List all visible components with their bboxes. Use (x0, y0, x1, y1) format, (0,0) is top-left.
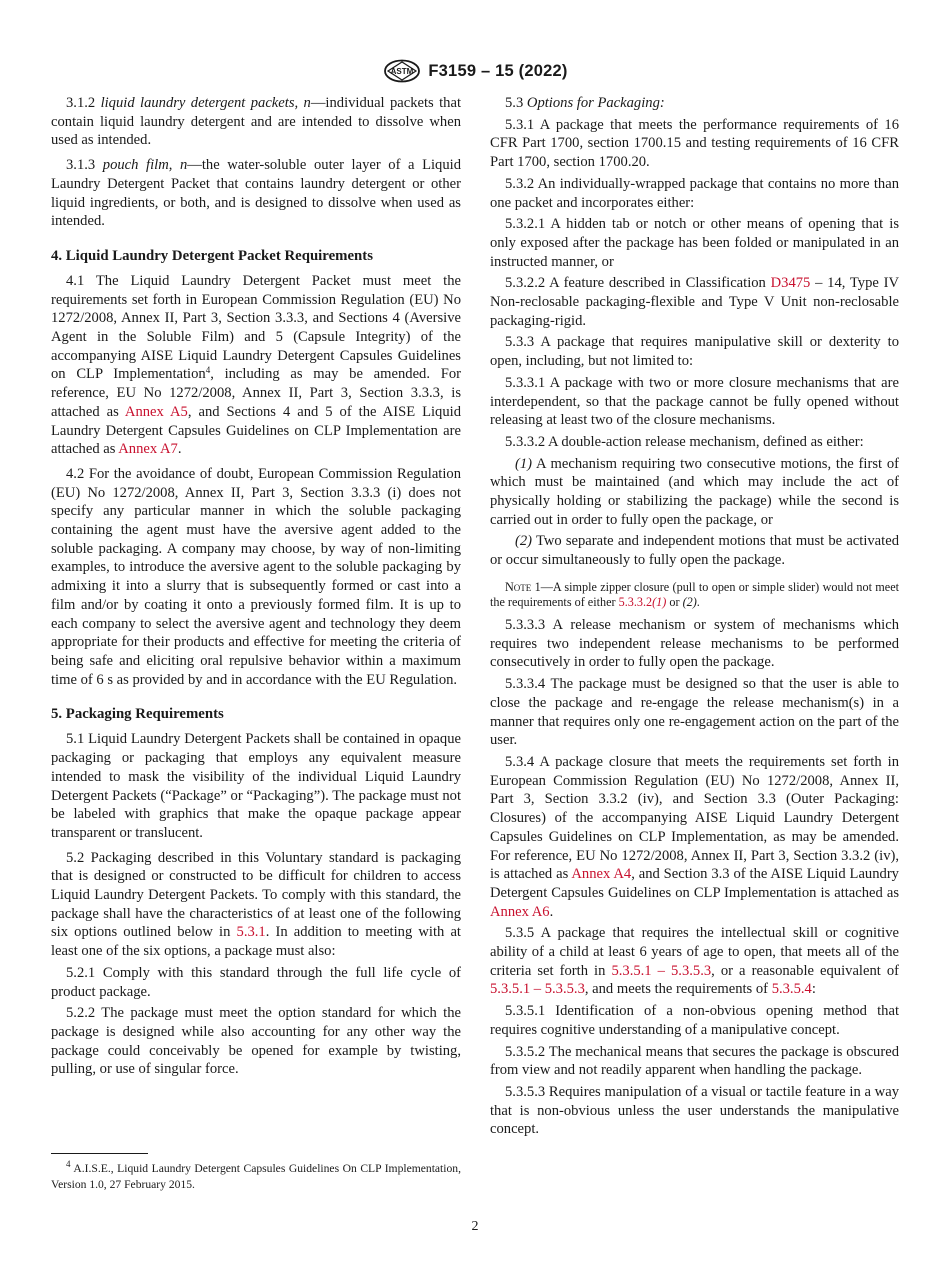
paragraph-3-1-3: 3.1.3 pouch film, n—the water-soluble outer layer of a Liquid Laundry Detergent Packet that contains laundry detergent or other liquid ingredients, or both, and is designed to dissolve when used as intended. (51, 157, 461, 230)
right-column (490, 94, 899, 1142)
left-column (51, 94, 461, 1082)
paragraph-4-2: 4.2 For the avoidance of doubt, European Commission Regulation (EU) No 1272/2008, Annex II, Part 3, Section 3.3.3 (i) does not specify any particular manner in which the soluble packaging containing the agent must have the aversive agent added to the soluble packaging. A company may choose, by way of non-limiting examples, to introduce the aversive agent to the soluble packaging by admixing it into a slurry that is subsequently formed or cast into a film and/or by coating it onto a previously formed film. It is up to each company to select the aversive agent and technology they deem appropriate for their products and effective for meeting the criteria of being safe and eliciting oral repulsive behavior within a maximum time of 6 s as provided by and in accordance with the EU Regulation. (51, 465, 461, 688)
paragraph-4-1: 4.1 The Liquid Laundry Detergent Packet must meet the requirements set forth in European Commission Regulation (EU) No 1272/2008, Annex II, Part 3, Section 3.3.3, and Sections 4 (Aversive Agent in the Soluble Film) and 5 (Capsule Integrity) of the accompanying AISE Liquid Laundry Detergent Capsules Guidelines on CLP Implementation$^4$, including as may be amended. For reference, EU No 1272/2008, Annex II, Part 3, Section 3.3.3, is attached as Annex A5, and Sections 4 and 5 of the AISE Liquid Laundry Detergent Capsules Guidelines on CLP Implementation are attached as Annex A7. (51, 272, 461, 458)
logo-text: ASTM (391, 67, 414, 76)
paragraph-5-3-2-2: 5.3.2.2 A feature described in Classification D3475 – 14, Type IV Non-reclosable packaging-flexible and Type V Unit non-reclosable packaging-rigid. (490, 275, 899, 329)
annex-a7-link[interactable]: Annex A7 (118, 441, 178, 458)
list-item-1: (1) A mechanism requiring two consecutive motions, the first of which must be maintained (and which may include the act of physically holding or stabilizing the package) while the second is carried out in order to fully open the package, or (490, 455, 899, 528)
section-5-3-1-link[interactable]: 5.3.1 (236, 924, 266, 941)
paragraph-5-3-2: 5.3.2 An individually-wrapped package that contains no more than one packet and incorporates either: (490, 175, 899, 211)
paragraph-5-3-4: 5.3.4 A package closure that meets the requirements set forth in European Commission Regulation (EU) No 1272/2008, Annex II, Part 3, Section 3.3.2 (iv), and Section 3.3 (Outer Packaging: Closures) of the accompanying AISE Liquid Laundry Detergent Capsules Guidelines on CLP Implementation, as may be amended. For reference, EU No 1272/2008, Annex II, Part 3, Section 3.3.2 (iv), is attached as Annex A4, and Section 3.3 of the AISE Liquid Laundry Detergent Capsules Guidelines on CLP Implementation is attached as Annex A6. (490, 753, 899, 920)
note-1: Note 1—A simple zipper closure (pull to open or simple slider) would not meet the requirements of either 5.3.3.2(1) or (2). (490, 579, 899, 610)
document-title: F3159 – 15 (2022) (428, 61, 568, 80)
paragraph-5-3-3-3: 5.3.3.3 A release mechanism or system of mechanisms which requires two independent release mechanisms to be performed consecutively in order to fully open the package. (490, 617, 899, 671)
paragraph-5-2-1: 5.2.1 Comply with this standard through the full life cycle of product package. (51, 964, 461, 1000)
paragraph-5-2-2: 5.2.2 The package must meet the option standard for which the package is designed while also accounting for any other way the package could conceivably be opened for example by twisting, pulling, or use of singular force. (51, 1005, 461, 1078)
page-number: 2 (471, 1219, 479, 1234)
paragraph-5-1: 5.1 Liquid Laundry Detergent Packets shall be contained in opaque packaging or packaging that employs any equivalent measure intended to mask the visibility of the individual Liquid Laundry Detergent Packets (“Package” or “Packaging”). The package must not be labeled with graphics that make the opaque package appear transparent or translucent. (51, 731, 461, 841)
section-5-3-5-1-range-link[interactable]: 5.3.5.1 – 5.3.5.3 (611, 962, 712, 979)
paragraph-3-1-2: 3.1.2 liquid laundry detergent packets, n—individual packets that contain liquid laundry detergent and are intended to dissolve when used as intended. (51, 95, 462, 149)
paragraph-5-3-3-2: 5.3.3.2 A double-action release mechanism, defined as either: (505, 433, 864, 450)
annex-a4-link[interactable]: Annex A4 (571, 866, 632, 883)
annex-a5-link[interactable]: Annex A5 (124, 403, 188, 420)
paragraph-5-3-5: 5.3.5 A package that requires the intellectual skill or cognitive ability of a child at least 6 years of age to open, that meets all of the criteria set forth in 5.3.5.1 – 5.3.5.3, or a reasonable equivalent of 5.3.5.1 – 5.3.5.3, and meets the requirements of 5.3.5.4: (490, 925, 900, 998)
section-5-heading: 5. Packaging Requirements (51, 706, 224, 723)
section-4-heading: 4. Liquid Laundry Detergent Packet Requirements (51, 247, 373, 264)
section-5-3-5-4-link[interactable]: 5.3.5.4 (771, 981, 812, 998)
section-5-3-3-2-link[interactable]: 5.3.3.2(1) (618, 595, 667, 610)
paragraph-5-2: 5.2 Packaging described in this Voluntary standard is packaging that is designed or constructed to be difficult for children to access Liquid Laundry Detergent Packets. To comply with this standard, the package shall have the characteristics of at least one of the following six options outlined below in 5.3.1. In addition to meeting with at least one of the six options, a package must also: (51, 849, 461, 960)
astm-logo-icon (382, 59, 422, 83)
d3475-link[interactable]: D3475 (770, 275, 811, 292)
paragraph-5-3-3-4: 5.3.3.4 The package must be designed so that the user is able to close the package and re-engage the release mechanism(s) in a manner that requires only one re-engagement action on the part of the user. (490, 676, 899, 749)
section-5-3-5-1-range-link-2[interactable]: 5.3.5.1 – 5.3.5.3 (490, 981, 585, 998)
paragraph-5-3-2-1: 5.3.2.1 A hidden tab or notch or other means of opening that is only exposed after the package has been folded or manipulated in an instructed manner, or (490, 216, 899, 270)
page-header (0, 58, 950, 84)
paragraph-5-3-5-2: 5.3.5.2 The mechanical means that secures the package is obscured from view and not readily apparent when handling the package. (490, 1043, 899, 1079)
footnote-rule (51, 1153, 148, 1154)
list-item-2: (2) Two separate and independent motions that must be activated or occur simultaneously to fully open the package. (490, 533, 899, 569)
paragraph-5-3-5-3: 5.3.5.3 Requires manipulation of a visual or tactile feature in a way that is non-obvious unless the user understands the manipulative concept. (490, 1083, 899, 1138)
footnote: $^4$ A.I.S.E., Liquid Laundry Detergent Capsules Guidelines On CLP Implementation, Version 1.0, 27 February 2015. (51, 1159, 461, 1191)
paragraph-5-3: 5.3 Options for Packaging: (505, 95, 665, 111)
paragraph-5-3-5-1: 5.3.5.1 Identification of a non-obvious opening method that requires cognitive understanding of a manipulative concept. (490, 1003, 899, 1038)
paragraph-5-3-1: 5.3.1 A package that meets the performance requirements of 16 CFR Part 1700, section 1700.15 and testing requirements of 16 CFR Part 1700, section 1700.20. (490, 116, 899, 171)
annex-a6-link[interactable]: Annex A6 (490, 903, 550, 920)
paragraph-5-3-3-1: 5.3.3.1 A package with two or more closure mechanisms that are interdependent, so that the package cannot be fully opened without releasing at least two of the closure mechanisms. (490, 374, 899, 429)
paragraph-5-3-3: 5.3.3 A package that requires manipulative skill or dexterity to open, including, but not limited to: (490, 334, 899, 370)
